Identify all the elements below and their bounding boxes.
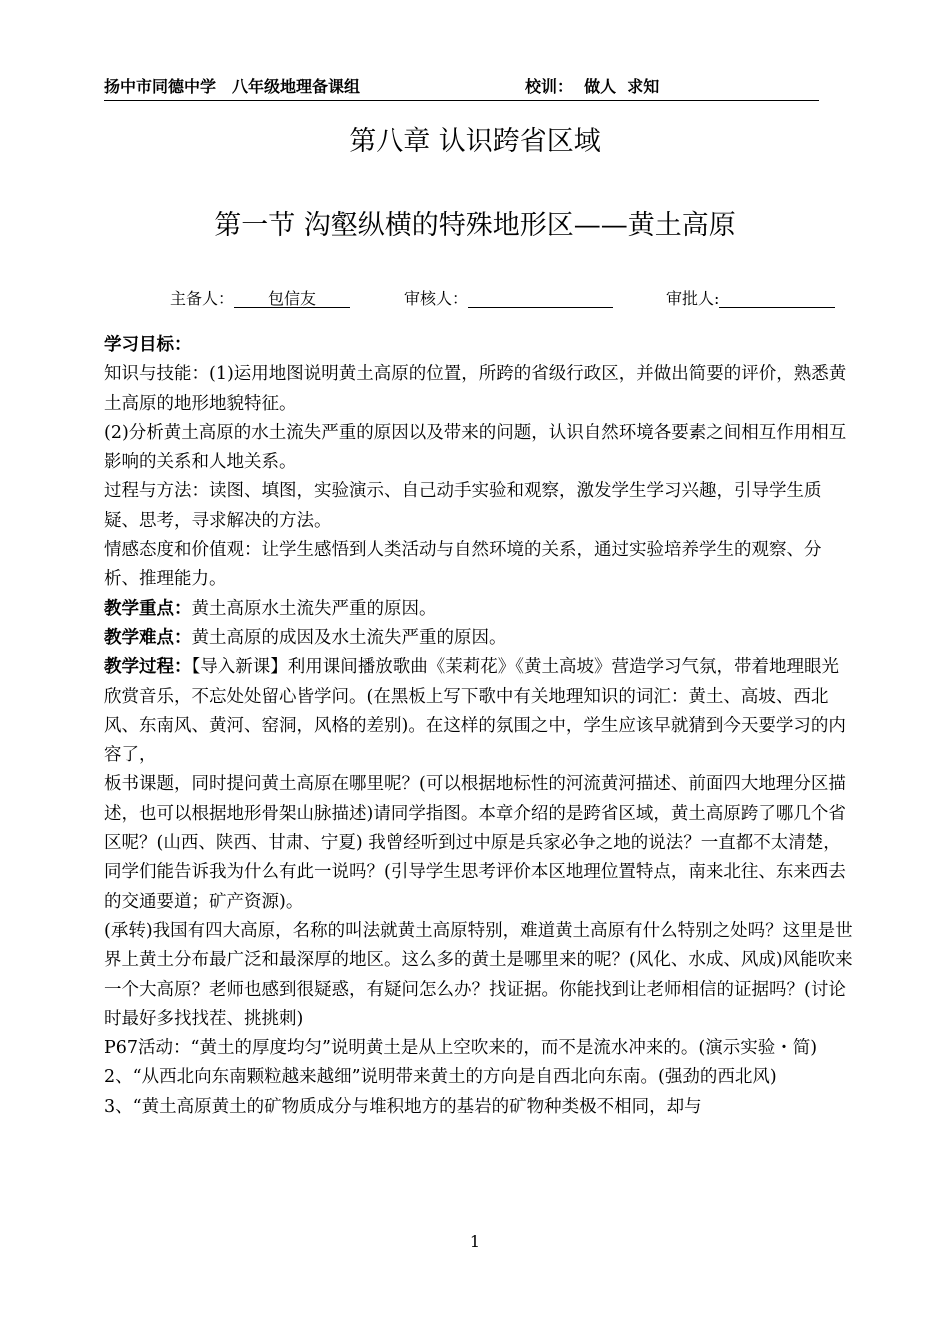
difficulty-text: 黄土高原的成因及水土流失严重的原因。 xyxy=(191,627,507,648)
process-text: 【导入新课】利用课间播放歌曲《茉莉花》《黄土高坡》营造学习气氛，带着地理眼光欣赏音乐，不忘处处留心皆学问。(在黑板上写下歌中有关地理知识的词汇：黄土、高坡、西北风、东南风、黄河、窑洞，风格的差别)。在这样的氛围之中，学生应该早就猜到今天要学习的内容了， xyxy=(104,657,846,766)
objectives-heading: 学习目标： xyxy=(104,335,192,355)
body-paragraph: (承转)我国有四大高原，名称的叫法就黄土高原特别，难道黄土高原有什么特别之处吗？这里是世界上黄土分布最广泛和最深厚的地区。这么多的黄土是哪里来的呢？(风化、水成、风成)风能吹来一个大高原？老师也感到很疑惑，有疑问怎么办？找证据。你能找到让老师相信的证据吗？(讨论时最好多找找茬、挑挑刺) xyxy=(104,920,853,1029)
reviewer-label: 审核人： xyxy=(404,289,469,308)
teaching-process xyxy=(104,653,854,770)
approver-label: 审批人: xyxy=(666,289,720,308)
body-paragraph: 板书课题，同时提问黄土高原在哪里呢？(可以根据地标性的河流黄河描述、前面四大地理分区描述，也可以根据地形骨架山脉描述)请同学指图。本章介绍的是跨省区域，黄土高原跨了哪几个省区呢？(山西、陕西、甘肃、宁夏) 我曾经听到过中原是兵家必争之地的说法？一直都不太清楚，同学们能告诉我为什么有此一说吗？(引导学生思考评价本区地理位置特点，南来北往、东来西去的交通要道；矿产资源)。 xyxy=(104,774,846,912)
main-preparer-label: 主备人： xyxy=(170,289,235,308)
difficulty-label: 教学难点： xyxy=(104,627,192,648)
process-label: 教学过程： xyxy=(104,657,192,678)
body-paragraph: 2、“从西北向东南颗粒越来越细”说明带来黄土的方向是自西北向东南。(强劲的西北风) xyxy=(104,1067,777,1088)
preparers-line xyxy=(0,287,950,313)
body-paragraph: P67活动：“黄土的厚度均匀”说明黄土是从上空吹来的，而不是流水冲来的。(演示实验・简) xyxy=(104,1038,818,1059)
key-point xyxy=(104,595,854,624)
approver xyxy=(666,287,835,311)
objective-knowledge-2: (2)分析黄土高原的水土流失严重的原因以及带来的问题，认识自然环境各要素之间相互作用相互影响的关系和人地关系。 xyxy=(104,422,847,473)
page-header xyxy=(104,76,819,101)
main-preparer xyxy=(170,287,350,311)
objective-knowledge: 知识与技能：(1)运用地图说明黄土高原的位置，所跨的省级行政区，并做出简要的评价，熟悉黄土高原的地形地貌特征。 xyxy=(104,364,847,414)
chapter-title: 第八章 认识跨省区域 xyxy=(349,126,601,157)
key-point-label: 教学重点： xyxy=(104,598,192,619)
approver-value xyxy=(719,287,835,308)
page-number: 1 xyxy=(469,1232,481,1251)
school-name: 扬中市同德中学 八年级地理备课组 xyxy=(104,77,361,96)
section-title: 第一节 沟壑纵横的特殊地形区——黄土高原 xyxy=(214,210,736,241)
reviewer-value xyxy=(468,287,613,308)
main-preparer-value: 包信友 xyxy=(234,287,350,308)
reviewer xyxy=(404,287,613,311)
difficulty xyxy=(104,624,854,653)
school-motto: 校训： 做人 求知 xyxy=(525,77,660,96)
objective-process: 过程与方法：读图、填图，实验演示、自己动手实验和观察，激发学生学习兴趣，引导学生质疑、思考，寻求解决的方法。 xyxy=(104,481,822,531)
objective-attitude: 情感态度和价值观：让学生感悟到人类活动与自然环境的关系，通过实验培养学生的观察、分析、推理能力。 xyxy=(104,540,822,590)
key-point-text: 黄土高原水土流失严重的原因。 xyxy=(191,598,437,619)
lesson-content xyxy=(104,331,854,1122)
body-paragraph: 3、“黄土高原黄土的矿物质成分与堆积地方的基岩的矿物种类极不相同，却与 xyxy=(104,1096,702,1117)
